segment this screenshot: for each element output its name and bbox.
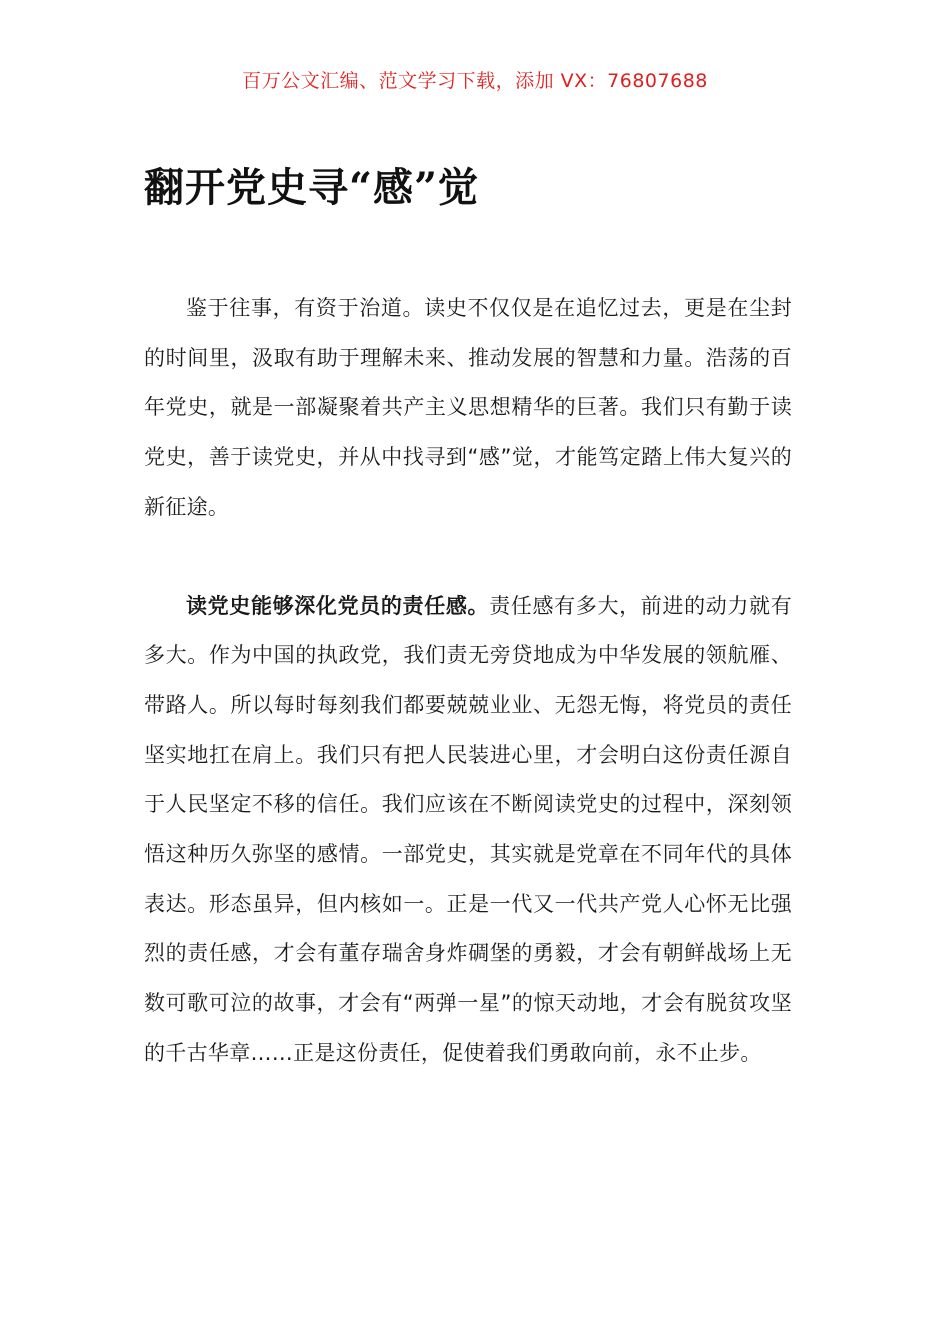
paragraph <box>144 582 792 1079</box>
document-body <box>144 284 792 1079</box>
paragraph-lead: 读党史能够深化党员的责任感。 <box>186 593 490 618</box>
document-title: 翻开党史寻“感”觉 <box>144 164 480 211</box>
header-note: 百万公文汇编、范文学习下载，添加 VX：76807688 <box>242 70 708 92</box>
paragraph-text: 鉴于往事，有资于治道。读史不仅仅是在追忆过去，更是在尘封的时间里，汲取有助于理解未来、推动发展的智慧和力量。浩荡的百年党史，就是一部凝聚着共产主义思想精华的巨著。我们只有勤于读党史，善于读党史，并从中找寻到“感”觉，才能笃定踏上伟大复兴的新征途。 <box>144 296 792 519</box>
paragraph <box>144 284 792 533</box>
paragraph-text: 责任感有多大，前进的动力就有多大。作为中国的执政党，我们责无旁贷地成为中华发展的领航雁、带路人。所以每时每刻我们都要兢兢业业、无怨无悔，将党员的责任坚实地扛在肩上。我们只有把人民装进心里，才会明白这份责任源自于人民坚定不移的信任。我们应该在不断阅读党史的过程中，深刻领悟这种历久弥坚的感情。一部党史，其实就是党章在不同年代的具体表达。形态虽异，但内核如一。正是一代又一代共产党人心怀无比强烈的责任感，才会有董存瑞舍身炸碉堡的勇毅，才会有朝鲜战场上无数可歌可泣的故事，才会有“两弹一星”的惊天动地，才会有脱贫攻坚的千古华章……正是这份责任，促使着我们勇敢向前，永不止步。 <box>144 593 793 1065</box>
